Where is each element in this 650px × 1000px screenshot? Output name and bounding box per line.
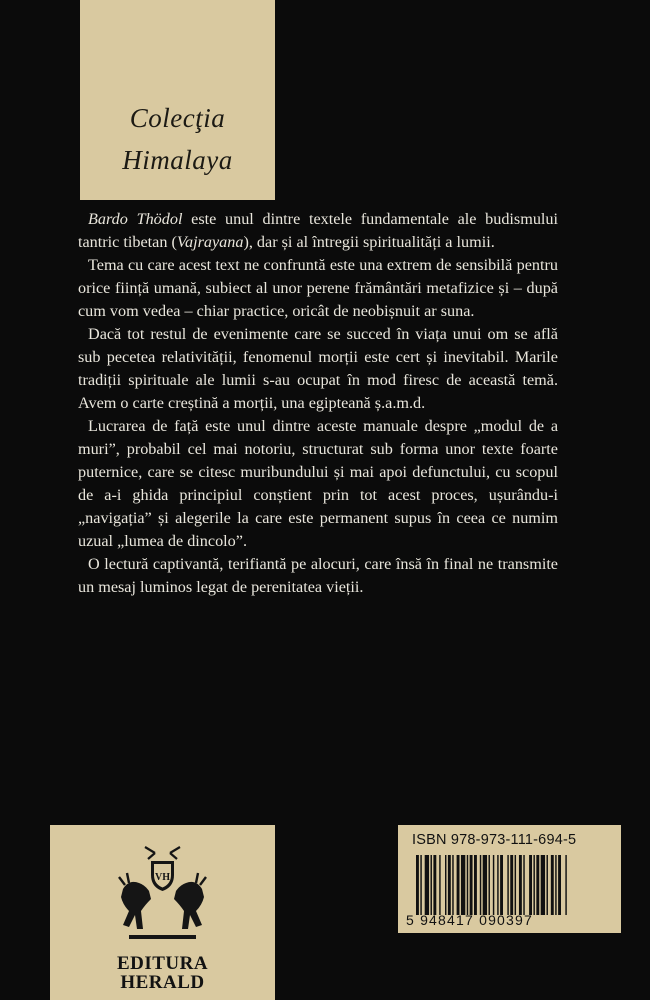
paragraph-1 <box>78 208 558 254</box>
back-cover-description <box>78 208 558 599</box>
paragraph-5: O lectură captivantă, terifiantă pe alocuri, care însă în final ne transmite un mesaj luminos legat de perenitatea vieții. <box>78 555 558 596</box>
isbn-panel <box>398 825 621 933</box>
term-vajrayana: Vajrayana <box>176 233 244 251</box>
barcode-icon <box>412 855 608 915</box>
series-panel <box>80 0 275 200</box>
publisher-name-line2: HERALD <box>120 972 205 993</box>
series-title-line2: Himalaya <box>122 145 233 175</box>
isbn-label: ISBN 978-973-111-694-5 <box>412 832 577 848</box>
emblem-monogram: VH <box>155 872 170 883</box>
publisher-panel <box>50 825 275 1000</box>
series-title-line1: Colecţia <box>129 103 226 133</box>
paragraph-4: Lucrarea de față este unul dintre aceste manuale despre „modul de a muri”, probabil cel mai notoriu, structurat sub forma unor texte foarte puternice, care se citesc muribundului și mai apoi defunctului, cu scopul de a-i ghida principiul conștient prin tot acest proces, ușurându-i „navigația” și alegerile la care este permanent supus în ceea ce numim uzual „lumea de dincolo”. <box>78 417 558 550</box>
paragraph-2: Tema cu care acest text ne confruntă este una extrem de sensibilă pentru orice ființă umană, subiect al unor perene frământări metafizice și – după cum vom vedea – chiar practice, oricât de neobișnuit ar suna. <box>78 256 558 320</box>
paragraph-1-text-b: ), dar și al întregii spiritualități a lumii. <box>243 233 495 251</box>
publisher-name-line1: EDITURA <box>116 953 209 974</box>
barcode-digits: 5 948417 090397 <box>406 912 533 928</box>
publisher-emblem-icon <box>115 845 210 945</box>
paragraph-1-text-a: este unul dintre textele fundamentale ale budismului tantric tibetan ( <box>78 210 559 251</box>
book-title: Bardo Thödol <box>88 210 183 228</box>
paragraph-3: Dacă tot restul de evenimente care se succed în viața unui om se află sub pecetea relativității, fenomenul morții este cert și inevitabil. Marile tradiții spirituale ale lumii s-au ocupat în mod firesc de această temă. Avem o carte creștină a morții, una egipteană ș.a.m.d. <box>78 325 558 412</box>
